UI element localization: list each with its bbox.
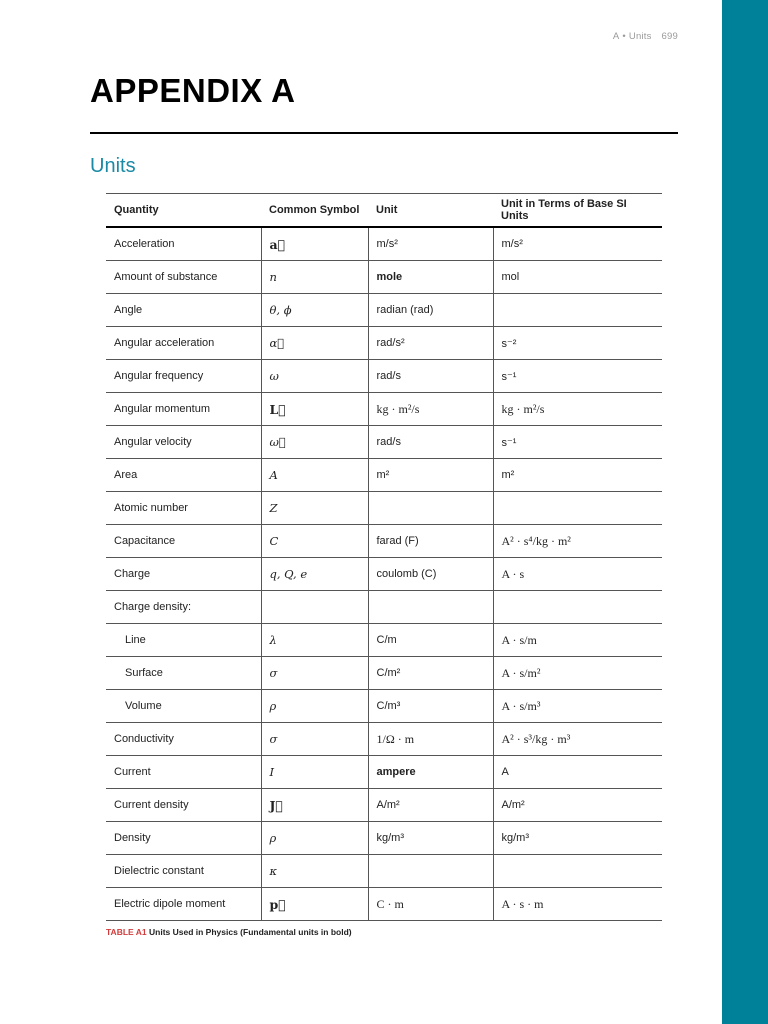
unit-cell bbox=[368, 591, 493, 624]
symbol-cell: p⃗ bbox=[261, 888, 368, 921]
unit-cell: rad/s bbox=[368, 360, 493, 393]
table-row bbox=[106, 525, 662, 558]
quantity-cell: Charge bbox=[106, 558, 261, 591]
header-common-symbol: Common Symbol bbox=[261, 194, 368, 228]
base-unit-cell: A/m² bbox=[493, 789, 662, 822]
symbol-cell: J⃗ bbox=[261, 789, 368, 822]
quantity-cell: Amount of substance bbox=[106, 261, 261, 294]
quantity-cell: Angular velocity bbox=[106, 426, 261, 459]
side-color-band bbox=[722, 0, 768, 1024]
base-unit-cell: s⁻² bbox=[493, 327, 662, 360]
header-unit: Unit bbox=[368, 194, 493, 228]
unit-cell: C · m bbox=[368, 888, 493, 921]
base-unit-cell: A · s/m³ bbox=[493, 690, 662, 723]
quantity-cell: Area bbox=[106, 459, 261, 492]
table-row bbox=[106, 789, 662, 822]
unit-cell: radian (rad) bbox=[368, 294, 493, 327]
quantity-cell: Dielectric constant bbox=[106, 855, 261, 888]
table-header-row bbox=[106, 194, 662, 228]
page-number: 699 bbox=[661, 31, 678, 42]
table-row bbox=[106, 327, 662, 360]
quantity-cell: Line bbox=[106, 624, 261, 657]
table-row bbox=[106, 822, 662, 855]
table-row bbox=[106, 591, 662, 624]
unit-cell: C/m bbox=[368, 624, 493, 657]
symbol-cell bbox=[261, 591, 368, 624]
base-unit-cell: A² · s⁴/kg · m² bbox=[493, 525, 662, 558]
quantity-cell: Electric dipole moment bbox=[106, 888, 261, 921]
caption-text: Units Used in Physics (Fundamental units in bold) bbox=[149, 927, 352, 937]
quantity-cell: Atomic number bbox=[106, 492, 261, 525]
symbol-cell: σ bbox=[261, 723, 368, 756]
running-head-separator: • bbox=[622, 31, 626, 42]
unit-cell: 1/Ω · m bbox=[368, 723, 493, 756]
symbol-cell: ρ bbox=[261, 822, 368, 855]
header-base-si-units: Unit in Terms of Base SI Units bbox=[493, 194, 662, 228]
symbol-cell: a⃗ bbox=[261, 227, 368, 261]
table-row bbox=[106, 360, 662, 393]
unit-cell: kg/m³ bbox=[368, 822, 493, 855]
table-row bbox=[106, 426, 662, 459]
running-head-topic: Units bbox=[628, 31, 652, 42]
quantity-cell: Volume bbox=[106, 690, 261, 723]
symbol-cell: ρ bbox=[261, 690, 368, 723]
table-row bbox=[106, 657, 662, 690]
unit-cell: ampere bbox=[368, 756, 493, 789]
base-unit-cell: A · s · m bbox=[493, 888, 662, 921]
caption-label: TABLE A1 bbox=[106, 927, 147, 937]
base-unit-cell bbox=[493, 591, 662, 624]
table-row bbox=[106, 690, 662, 723]
section-heading: Units bbox=[90, 155, 136, 177]
unit-cell: kg · m²/s bbox=[368, 393, 493, 426]
running-head-section: A bbox=[612, 31, 620, 42]
symbol-cell: σ bbox=[261, 657, 368, 690]
quantity-cell: Capacitance bbox=[106, 525, 261, 558]
base-unit-cell: s⁻¹ bbox=[493, 360, 662, 393]
quantity-cell: Angular momentum bbox=[106, 393, 261, 426]
unit-cell: farad (F) bbox=[368, 525, 493, 558]
unit-cell bbox=[368, 855, 493, 888]
quantity-cell: Angle bbox=[106, 294, 261, 327]
unit-cell: rad/s bbox=[368, 426, 493, 459]
unit-cell: rad/s² bbox=[368, 327, 493, 360]
quantity-cell: Density bbox=[106, 822, 261, 855]
table-row bbox=[106, 756, 662, 789]
table-row bbox=[106, 855, 662, 888]
units-table bbox=[106, 193, 662, 921]
symbol-cell: κ bbox=[261, 855, 368, 888]
base-unit-cell: A · s/m² bbox=[493, 657, 662, 690]
header-quantity: Quantity bbox=[106, 194, 261, 228]
page-title: APPENDIX A bbox=[90, 72, 296, 109]
table-row bbox=[106, 888, 662, 921]
quantity-cell: Surface bbox=[106, 657, 261, 690]
table-row bbox=[106, 227, 662, 261]
base-unit-cell: A · s/m bbox=[493, 624, 662, 657]
base-unit-cell: A · s bbox=[493, 558, 662, 591]
base-unit-cell: m/s² bbox=[493, 227, 662, 261]
quantity-cell: Acceleration bbox=[106, 227, 261, 261]
unit-cell: A/m² bbox=[368, 789, 493, 822]
quantity-cell: Conductivity bbox=[106, 723, 261, 756]
quantity-cell: Angular acceleration bbox=[106, 327, 261, 360]
quantity-cell: Current density bbox=[106, 789, 261, 822]
base-unit-cell bbox=[493, 855, 662, 888]
unit-cell: coulomb (C) bbox=[368, 558, 493, 591]
symbol-cell: A bbox=[261, 459, 368, 492]
base-unit-cell: kg · m²/s bbox=[493, 393, 662, 426]
table-row bbox=[106, 294, 662, 327]
running-head bbox=[613, 31, 678, 42]
base-unit-cell bbox=[493, 492, 662, 525]
symbol-cell: I bbox=[261, 756, 368, 789]
base-unit-cell: kg/m³ bbox=[493, 822, 662, 855]
base-unit-cell bbox=[493, 294, 662, 327]
unit-cell bbox=[368, 492, 493, 525]
table-row bbox=[106, 558, 662, 591]
unit-cell: m/s² bbox=[368, 227, 493, 261]
title-rule bbox=[90, 132, 678, 134]
symbol-cell: ω⃗ bbox=[261, 426, 368, 459]
symbol-cell: Z bbox=[261, 492, 368, 525]
unit-cell: C/m² bbox=[368, 657, 493, 690]
quantity-cell: Current bbox=[106, 756, 261, 789]
unit-cell: m² bbox=[368, 459, 493, 492]
symbol-cell: θ, ϕ bbox=[261, 294, 368, 327]
symbol-cell: C bbox=[261, 525, 368, 558]
symbol-cell: q, Q, e bbox=[261, 558, 368, 591]
table-row bbox=[106, 459, 662, 492]
base-unit-cell: A² · s³/kg · m³ bbox=[493, 723, 662, 756]
base-unit-cell: s⁻¹ bbox=[493, 426, 662, 459]
table-row bbox=[106, 492, 662, 525]
base-unit-cell: A bbox=[493, 756, 662, 789]
table-row bbox=[106, 393, 662, 426]
table-row bbox=[106, 261, 662, 294]
symbol-cell: λ bbox=[261, 624, 368, 657]
base-unit-cell: mol bbox=[493, 261, 662, 294]
unit-cell: mole bbox=[368, 261, 493, 294]
table-caption bbox=[106, 927, 352, 937]
unit-cell: C/m³ bbox=[368, 690, 493, 723]
symbol-cell: α⃗ bbox=[261, 327, 368, 360]
base-unit-cell: m² bbox=[493, 459, 662, 492]
table-row bbox=[106, 723, 662, 756]
symbol-cell: L⃗ bbox=[261, 393, 368, 426]
quantity-cell: Charge density: bbox=[106, 591, 261, 624]
table-row bbox=[106, 624, 662, 657]
symbol-cell: n bbox=[261, 261, 368, 294]
quantity-cell: Angular frequency bbox=[106, 360, 261, 393]
symbol-cell: ω bbox=[261, 360, 368, 393]
